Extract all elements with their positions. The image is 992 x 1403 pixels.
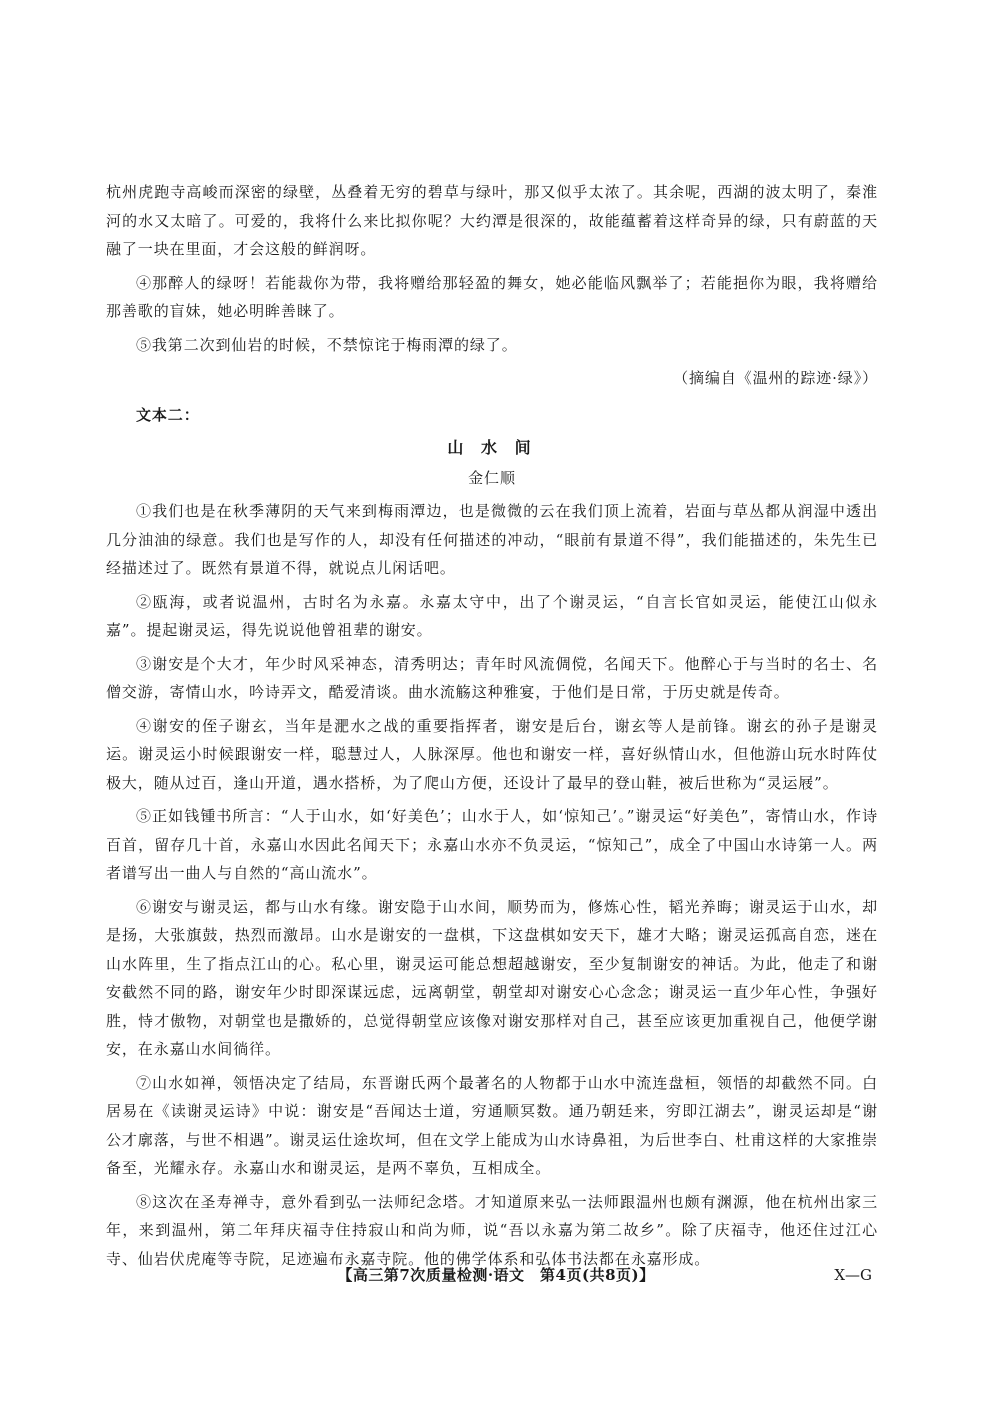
- page-content: [106, 178, 878, 1278]
- article-author: 金仁顺: [468, 469, 516, 487]
- text-one-paragraph-5: ⑤我第二次到仙岩的时候，不禁惊诧于梅雨潭的绿了。: [136, 335, 518, 354]
- text-two-paragraph-4: ④谢安的侄子谢玄，当年是淝水之战的重要指挥者，谢安是后台，谢玄等人是前锋。谢玄的孙子是谢灵运。谢灵运小时候跟谢安一样，聪慧过人，人脉深厚。他也和谢安一样，喜好纵情山水，但他游山玩水时阵仗极大，随从过百，逢山开道，遇水搭桥，为了爬山方便，还设计了最早的登山鞋，被后世称为“灵运屐”。: [106, 716, 878, 792]
- text-one-paragraph-4: ④那醉人的绿呀！若能裁你为带，我将赠给那轻盈的舞女，她必能临风飘举了；若能挹你为眼，我将赠给那善歌的盲妹，她必明眸善睐了。: [106, 273, 878, 320]
- text-two-paragraph-2: ②瓯海，或者说温州，古时名为永嘉。永嘉太守中，出了个谢灵运，“自言长官如灵运，能使江山似永嘉”。提起谢灵运，得先说说他曾祖辈的谢安。: [106, 592, 878, 639]
- text-two-paragraph-6: ⑥谢安与谢灵运，都与山水有缘。谢安隐于山水间，顺势而为，修炼心性，韬光养晦；谢灵运于山水，却是扬，大张旗鼓，热烈而激昂。山水是谢安的一盘棋，下这盘棋如安天下，雄才大略；谢灵运孤高自恋，迷在山水阵里，生了指点江山的心。私心里，谢灵运可能总想超越谢安，至少复制谢安的神话。为此，他走了和谢安截然不同的路，谢安年少时即深谋远虑，远离朝堂，朝堂却对谢安心心念念；谢灵运一直少年心性，争强好胜，恃才傲物，对朝堂也是撒娇的，总觉得朝堂应该像对谢安那样对自己，甚至应该更加重视自己，他便学谢安，在永嘉山水间徜徉。: [106, 897, 878, 1058]
- footer-title: 【高三第7次质量检测·语文 第4页(共8页)】: [337, 1266, 655, 1284]
- text-two-label: 文本二：: [136, 405, 200, 424]
- footer-code: X—G: [834, 1266, 872, 1284]
- article-title: 山 水 间: [447, 438, 537, 457]
- text-one-continuation: 杭州虎跑寺高峻而深密的绿壁，丛叠着无穷的碧草与绿叶，那又似乎太浓了。其余呢，西湖的波太明了，秦淮河的水又太暗了。可爱的，我将什么来比拟你呢？大约潭是很深的，故能蕴蓄着这样奇异的绿，只有蔚蓝的天融了一块在里面，才会这般的鲜润呀。: [106, 183, 878, 258]
- text-two-paragraph-5: ⑤正如钱锺书所言：“人于山水，如‘好美色’；山水于人，如‘惊知己’。”谢灵运“好美色”，寄情山水，作诗百首，留存几十首，永嘉山水因此名闻天下；永嘉山水亦不负灵运，“惊知己”，成全了中国山水诗第一人。两者谱写出一曲人与自然的“高山流水”。: [106, 807, 878, 882]
- text-two-paragraph-8: ⑧这次在圣寿禅寺，意外看到弘一法师纪念塔。才知道原来弘一法师跟温州也颇有渊源，他在杭州出家三年，来到温州，第二年拜庆福寺住持寂山和尚为师，说“吾以永嘉为第二故乡”。除了庆福寺，他还住过江心寺、仙岩伏虎庵等寺院，足迹遍布永嘉寺院。他的佛学体系和弘体书法都在永嘉形成。: [106, 1192, 878, 1268]
- text-two-paragraph-7: ⑦山水如禅，领悟决定了结局，东晋谢氏两个最著名的人物都于山水中流连盘桓，领悟的却截然不同。白居易在《读谢灵运诗》中说：谢安是“吾闻达士道，穷通顺冥数。通乃朝廷来，穷即江湖去”，谢灵运却是“谢公才廓落，与世不相遇”。谢灵运仕途坎坷，但在文学上能成为山水诗鼻祖，为后世李白、杜甫这样的大家推崇备至，光耀永存。永嘉山水和谢灵运，是两不辜负，互相成全。: [106, 1073, 878, 1177]
- page-footer: [0, 1262, 992, 1288]
- text-one-source: （摘编自《温州的踪迹·绿》）: [673, 369, 878, 387]
- text-two-paragraph-1: ①我们也是在秋季薄阴的天气来到梅雨潭边，也是微微的云在我们顶上流着，岩面与草丛都从润湿中透出几分油油的绿意。我们也是写作的人，却没有任何描述的冲动，“眼前有景道不得”，我们能描述的，朱先生已经描述过了。既然有景道不得，就说点儿闲话吧。: [106, 502, 878, 577]
- text-two-paragraph-3: ③谢安是个大才，年少时风采神态，清秀明达；青年时风流倜傥，名闻天下。他醉心于与当时的名士、名僧交游，寄情山水，吟诗弄文，酷爱清谈。曲水流觞这种雅宴，于他们是日常，于历史就是传奇。: [106, 654, 878, 701]
